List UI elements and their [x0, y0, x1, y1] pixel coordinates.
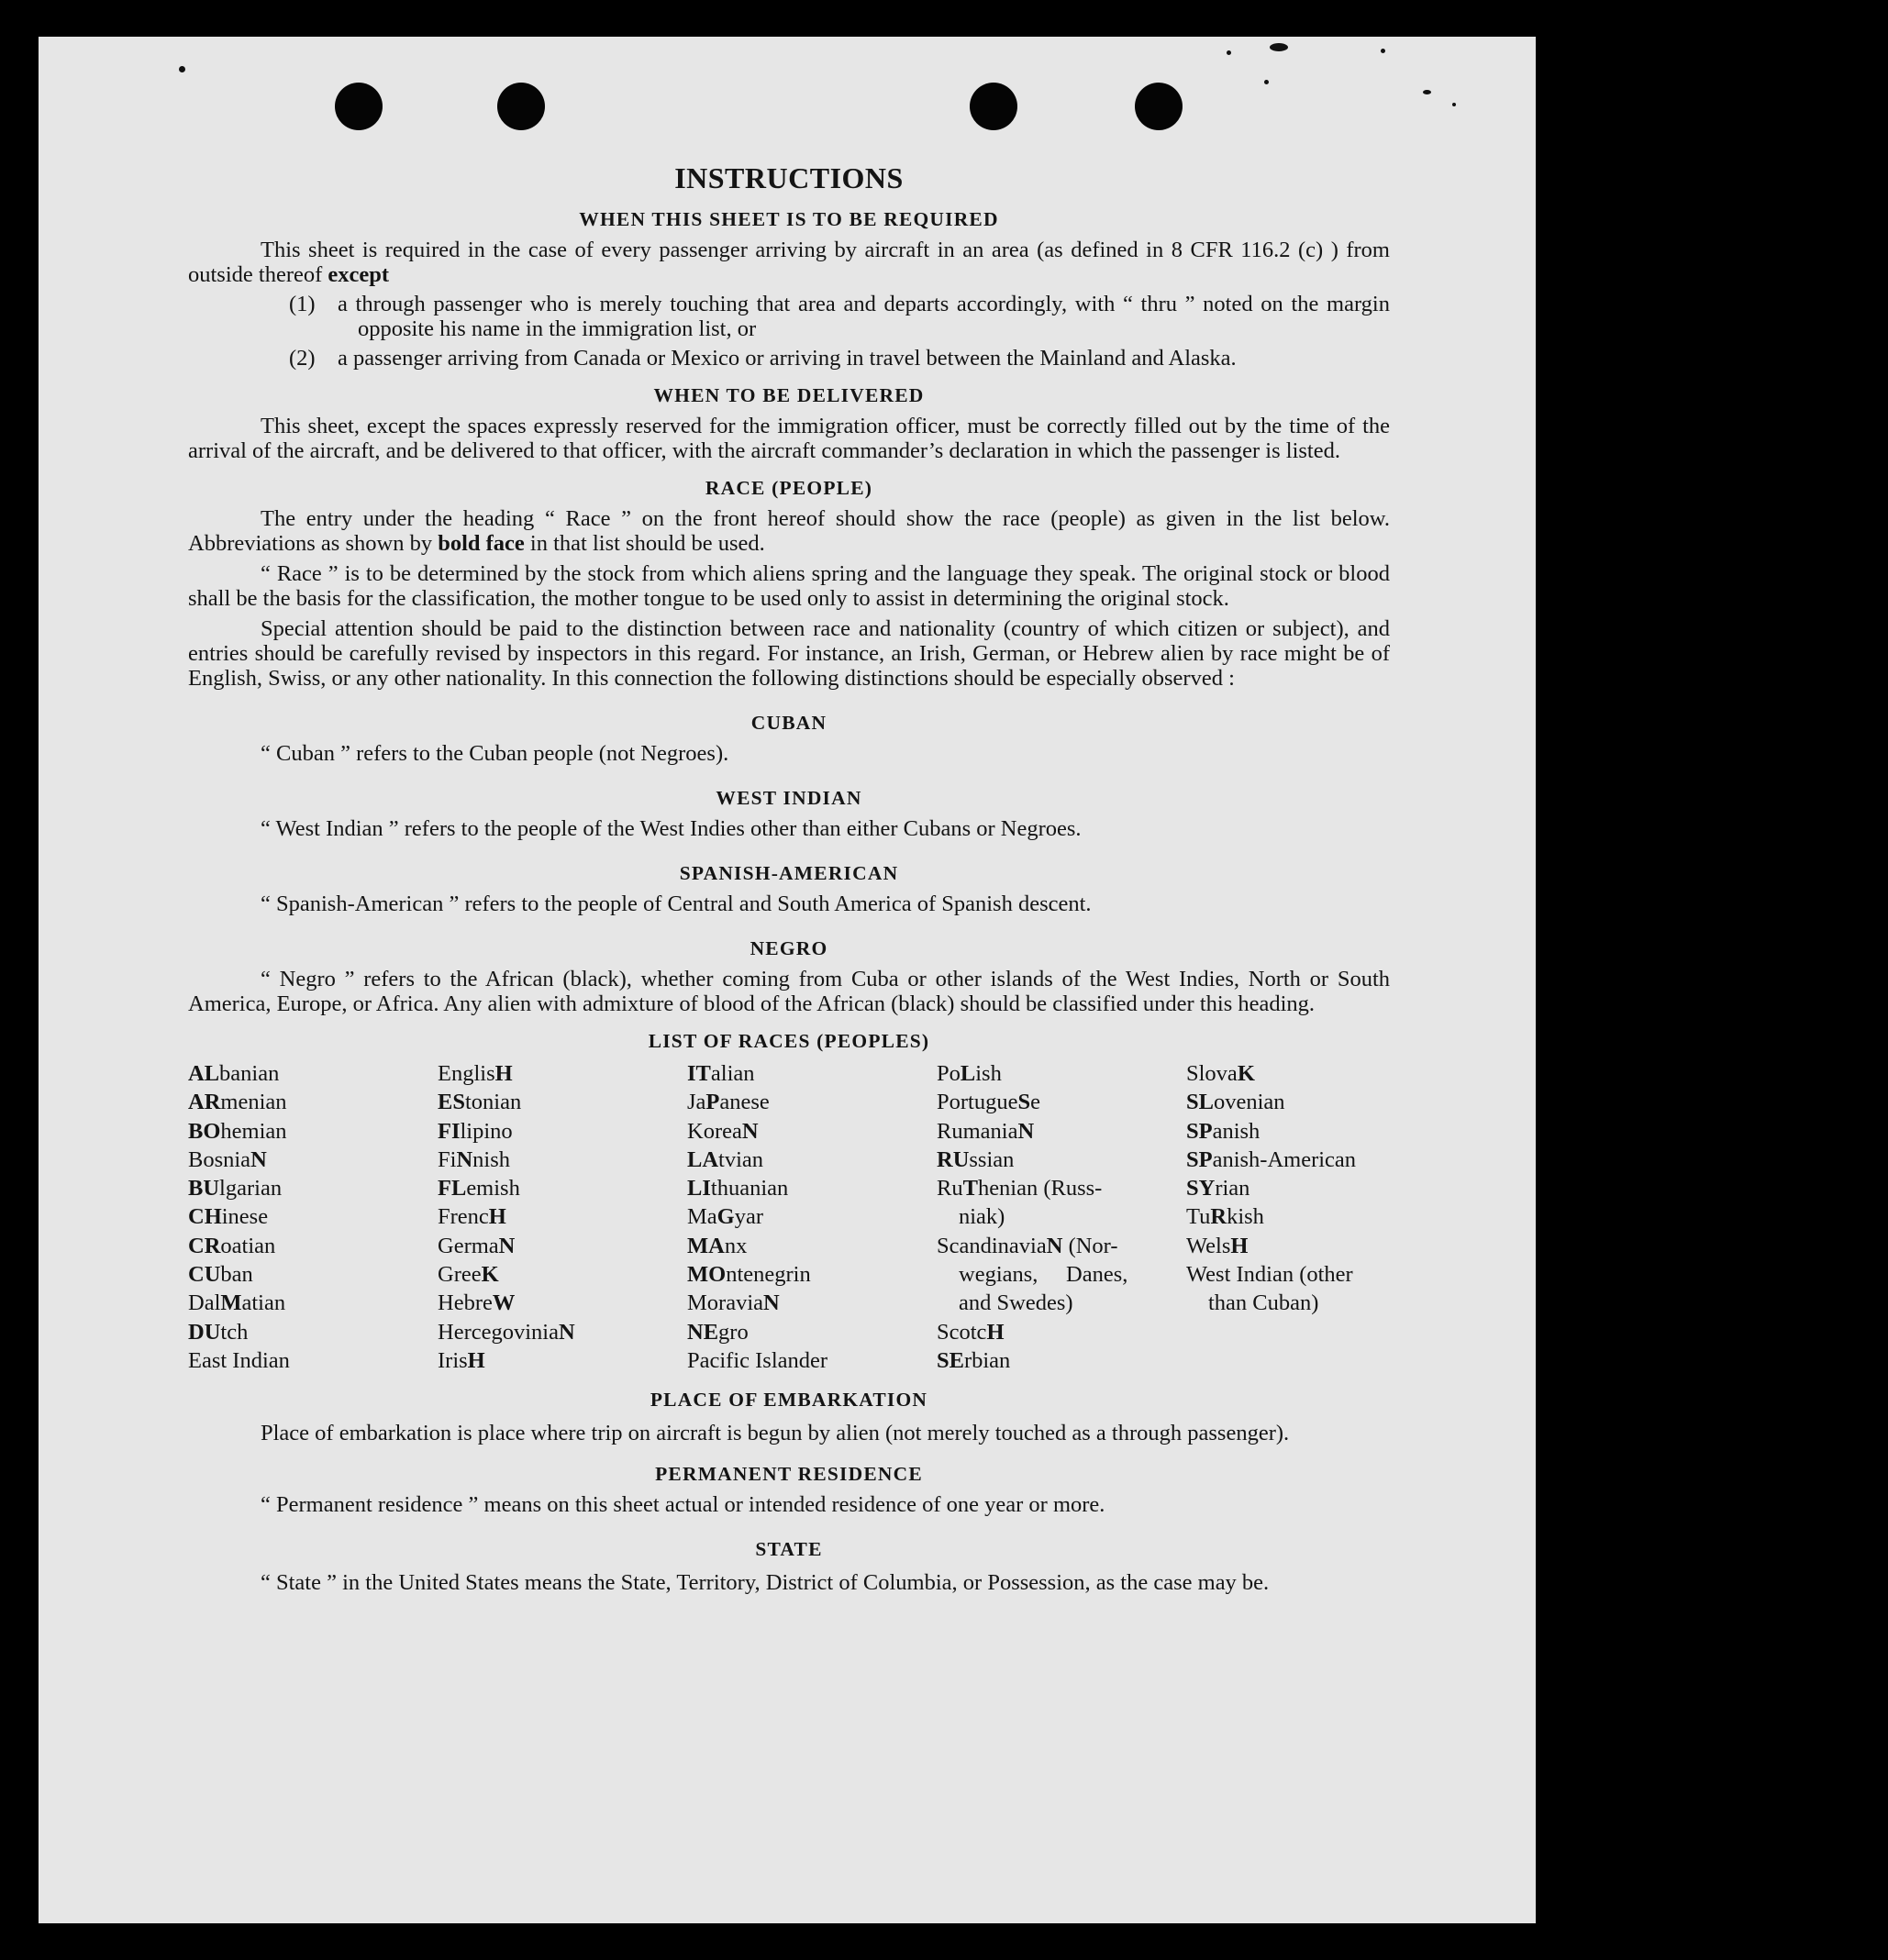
race-entry: niak): [959, 1204, 1005, 1230]
section-heading-state: STATE: [755, 1538, 823, 1561]
races-column: [937, 1059, 1186, 1375]
race-entry: NEgro: [687, 1319, 749, 1345]
paragraph-race-2: “ Race ” is to be determined by the stock from which aliens spring and the language they speak. The original stock or blood shall be the basis for the classification, the mother tongue to be used only to assist in determining the original stock.: [188, 561, 1390, 611]
race-entry: and Swedes): [959, 1290, 1073, 1316]
race-entry: ScandinaviaN (Nor-: [937, 1233, 1118, 1258]
race-entry: CRoatian: [188, 1233, 276, 1258]
paragraph-residence: “ Permanent residence ” means on this sheet actual or intended residence of one year or more.: [261, 1492, 1105, 1518]
section-heading-negro: NEGRO: [750, 937, 828, 959]
race-entry: HebreW: [438, 1290, 516, 1316]
races-column: [438, 1059, 687, 1375]
section-heading-spanish-american: SPANISH-AMERICAN: [679, 862, 899, 884]
race-entry: than Cuban): [1208, 1290, 1319, 1316]
race-entry: JaPanese: [687, 1090, 770, 1115]
race-entry: FIlipino: [438, 1118, 513, 1144]
race-entry: SYrian: [1186, 1176, 1250, 1201]
paragraph-race-3: Special attention should be paid to the distinction between race and nationality (country of which citizen or subject), and entries should be carefully revised by inspectors in this regard. For instance, an Irish, German, or Hebrew alien by race might be of English, Swiss, or any other nationality. In this connection the following distinctions should be especially observed :: [188, 616, 1390, 691]
speck: [1264, 80, 1269, 84]
speck: [1423, 90, 1431, 94]
race-entry: FiNnish: [438, 1146, 510, 1172]
race-entry: LAtvian: [687, 1146, 764, 1172]
section-heading-when-delivered: WHEN TO BE DELIVERED: [653, 384, 925, 406]
race-entry: wegians, Danes,: [959, 1262, 1128, 1288]
race-entry: RumaniaN: [937, 1118, 1035, 1144]
punch-hole: [335, 83, 383, 130]
paragraph-embarkation: Place of embarkation is place where trip on aircraft is begun by alien (not merely touched as a through passenger).: [261, 1421, 1290, 1446]
race-entry: IrisH: [438, 1347, 485, 1373]
race-entry: BUlgarian: [188, 1176, 283, 1201]
race-entry: FLemish: [438, 1176, 520, 1201]
race-entry: SlovaK: [1186, 1061, 1255, 1086]
race-entry: ALbanian: [188, 1061, 280, 1086]
race-entry: LIthuanian: [687, 1176, 789, 1201]
race-entry: East Indian: [188, 1347, 290, 1373]
races-column: [687, 1059, 937, 1375]
race-entry: MoraviaN: [687, 1290, 780, 1316]
page-title: INSTRUCTIONS: [674, 161, 904, 194]
races-column: [188, 1059, 438, 1375]
paragraph-state: “ State ” in the United States means the State, Territory, District of Columbia, or Possession, as the case may be.: [261, 1570, 1270, 1596]
race-entry: MAnx: [687, 1233, 748, 1258]
race-entry: DalMatian: [188, 1290, 286, 1316]
race-entry: TuRkish: [1186, 1204, 1264, 1230]
race-entry: ARmenian: [188, 1090, 287, 1115]
punch-hole: [497, 83, 545, 130]
race-entry: CUban: [188, 1262, 253, 1288]
race-entry: GermaN: [438, 1233, 516, 1258]
race-entry: KoreaN: [687, 1118, 759, 1144]
race-entry: DUtch: [188, 1319, 249, 1345]
race-entry: BOhemian: [188, 1118, 287, 1144]
paragraph-negro: “ Negro ” refers to the African (black), whether coming from Cuba or other islands of the West Indies, North or South America, Europe, or Africa. Any alien with admixture of blood of the African (black) should be classified under this heading.: [188, 967, 1390, 1016]
instructions-body: [188, 156, 1390, 1599]
race-entry: PoLish: [937, 1061, 1002, 1086]
race-entry: RuThenian (Russ-: [937, 1176, 1103, 1201]
speck: [1227, 50, 1231, 55]
section-heading-embarkation: PLACE OF EMBARKATION: [650, 1389, 928, 1412]
race-entry: SLovenian: [1186, 1090, 1285, 1115]
paragraph-cuban: “ Cuban ” refers to the Cuban people (not Negroes).: [261, 741, 729, 766]
race-entry: SPanish: [1186, 1118, 1261, 1144]
speck: [1270, 43, 1288, 51]
race-entry: FrencH: [438, 1204, 506, 1230]
paragraph-when-required: This sheet is required in the case of every passenger arriving by aircraft in an area (as defined in 8 CFR 116.2 (c) ) from outside thereof except: [188, 238, 1390, 287]
section-heading-cuban: CUBAN: [750, 712, 827, 734]
race-entry: ITalian: [687, 1061, 755, 1086]
speck: [179, 66, 185, 72]
race-entry: PortugueSe: [937, 1090, 1040, 1115]
paragraph-west-indian: “ West Indian ” refers to the people of the West Indies other than either Cubans or Negroes.: [261, 816, 1082, 841]
race-entry: MaGyar: [687, 1204, 764, 1230]
section-heading-race: RACE (PEOPLE): [705, 477, 873, 499]
document-page: [39, 37, 1536, 1923]
speck: [1452, 103, 1456, 106]
race-entry: ScotcH: [937, 1319, 1005, 1345]
section-heading-west-indian: WEST INDIAN: [716, 787, 862, 809]
race-entry: MOntenegrin: [687, 1262, 811, 1288]
exception-item: (2) a passenger arriving from Canada or Mexico or arriving in travel between the Mainland and Alaska.: [289, 346, 1237, 371]
race-entry: HercegoviniaN: [438, 1319, 575, 1345]
race-entry: GreeK: [438, 1262, 499, 1288]
speck: [1381, 49, 1385, 53]
exception-item: (1) a through passenger who is merely touching that area and departs accordingly, with “ thru ” noted on the margin opposite his name in the immigration list, or: [289, 292, 1390, 341]
race-entry: West Indian (other: [1186, 1262, 1353, 1288]
paragraph-race-1: The entry under the heading “ Race ” on the front hereof should show the race (people) as given in the list below. Abbreviations as shown by bold face in that list should be used.: [188, 506, 1390, 556]
race-entry: WelsH: [1186, 1233, 1249, 1258]
race-entry: CHinese: [188, 1204, 269, 1230]
race-entry: EnglisH: [438, 1061, 513, 1086]
punch-hole: [1135, 83, 1183, 130]
races-column: [1186, 1059, 1390, 1375]
race-entry: BosniaN: [188, 1146, 267, 1172]
punch-hole: [970, 83, 1017, 130]
races-list: [188, 1059, 1390, 1375]
section-heading-list-of-races: LIST OF RACES (PEOPLES): [648, 1030, 930, 1052]
race-entry: EStonian: [438, 1090, 522, 1115]
paragraph-when-delivered: This sheet, except the spaces expressly reserved for the immigration officer, must be correctly filled out by the time of the arrival of the aircraft, and be delivered to that officer, with the aircraft commander’s declaration in which the passenger is listed.: [188, 414, 1390, 463]
race-entry: RUssian: [937, 1146, 1015, 1172]
section-heading-residence: PERMANENT RESIDENCE: [655, 1463, 923, 1486]
race-entry: Pacific Islander: [687, 1347, 828, 1373]
race-entry: SPanish-American: [1186, 1146, 1357, 1172]
race-entry: SErbian: [937, 1347, 1011, 1373]
section-heading-when-required: WHEN THIS SHEET IS TO BE REQUIRED: [579, 208, 999, 230]
paragraph-spanish-american: “ Spanish-American ” refers to the people of Central and South America of Spanish descent.: [261, 891, 1092, 916]
